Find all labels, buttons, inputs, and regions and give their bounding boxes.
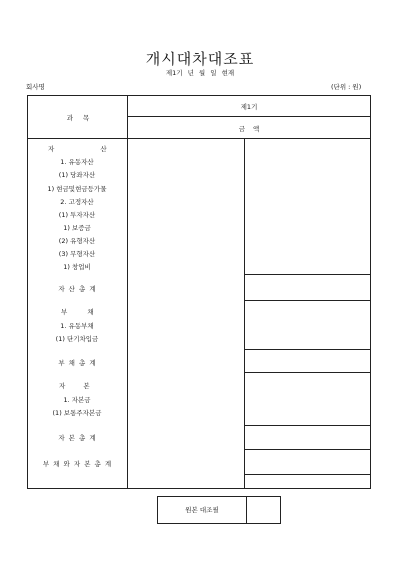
row-common-stock: (1) 보통주자본금 — [52, 409, 102, 417]
equity-total-top-divider — [245, 425, 370, 426]
subject-column-divider — [127, 96, 128, 488]
amount-column-divider — [244, 139, 245, 488]
original-verified-box — [157, 496, 281, 524]
company-label: 회사명 — [26, 83, 45, 91]
liabilities-total-bottom-divider — [245, 372, 370, 373]
assets-total-top-divider — [245, 274, 370, 275]
original-verified-label: 원본 대조필 — [158, 497, 247, 523]
row-deposit: 1) 보증금 — [63, 224, 91, 232]
assets-total-bottom-divider — [245, 300, 370, 301]
document-title: 개시대차대조표 — [145, 50, 255, 68]
header-period: 제1기 — [240, 103, 258, 111]
header-amount: 금 액 — [238, 125, 260, 133]
row-equity-total: 자 본 총 계 — [58, 434, 96, 442]
header-bottom-divider — [28, 138, 370, 139]
row-equity-heading: 자 본 — [59, 382, 90, 390]
row-liabilities-total: 부 채 총 계 — [58, 359, 96, 367]
row-short-term-borrowings: (1) 단기차입금 — [55, 335, 99, 343]
row-liabilities-heading: 부 채 — [61, 308, 94, 316]
document-subtitle: 제1기 년 월 일 현재 — [165, 69, 235, 77]
row-assets-heading: 자 산 — [48, 145, 107, 153]
row-quick-assets: (1) 당좌자산 — [58, 171, 96, 179]
row-investment-assets: (1) 투자자산 — [58, 211, 96, 219]
row-fixed-assets: 2. 고정자산 — [60, 198, 94, 206]
row-current-assets: 1. 유동자산 — [60, 158, 94, 166]
equity-total-bottom-divider — [245, 449, 370, 450]
row-liabilities-and-equity-total: 부 채 와 자 본 총 계 — [42, 460, 112, 468]
row-capital-stock: 1. 자본금 — [63, 396, 91, 404]
header-subject: 과 목 — [66, 114, 90, 122]
period-row-divider — [128, 116, 370, 117]
grand-total-bottom-divider — [245, 474, 370, 475]
unit-label: (단위 : 원) — [331, 83, 362, 91]
row-current-liabilities: 1. 유동부채 — [60, 322, 94, 330]
row-intangible-assets: (3) 무형자산 — [58, 250, 96, 258]
row-cash: 1) 현금및현금등가물 — [47, 185, 107, 193]
row-organization-costs: 1) 창업비 — [63, 263, 91, 271]
row-tangible-assets: (2) 유형자산 — [58, 237, 96, 245]
row-assets-total: 자 산 총 계 — [58, 285, 96, 293]
balance-sheet-table — [27, 95, 371, 489]
liabilities-total-top-divider — [245, 349, 370, 350]
